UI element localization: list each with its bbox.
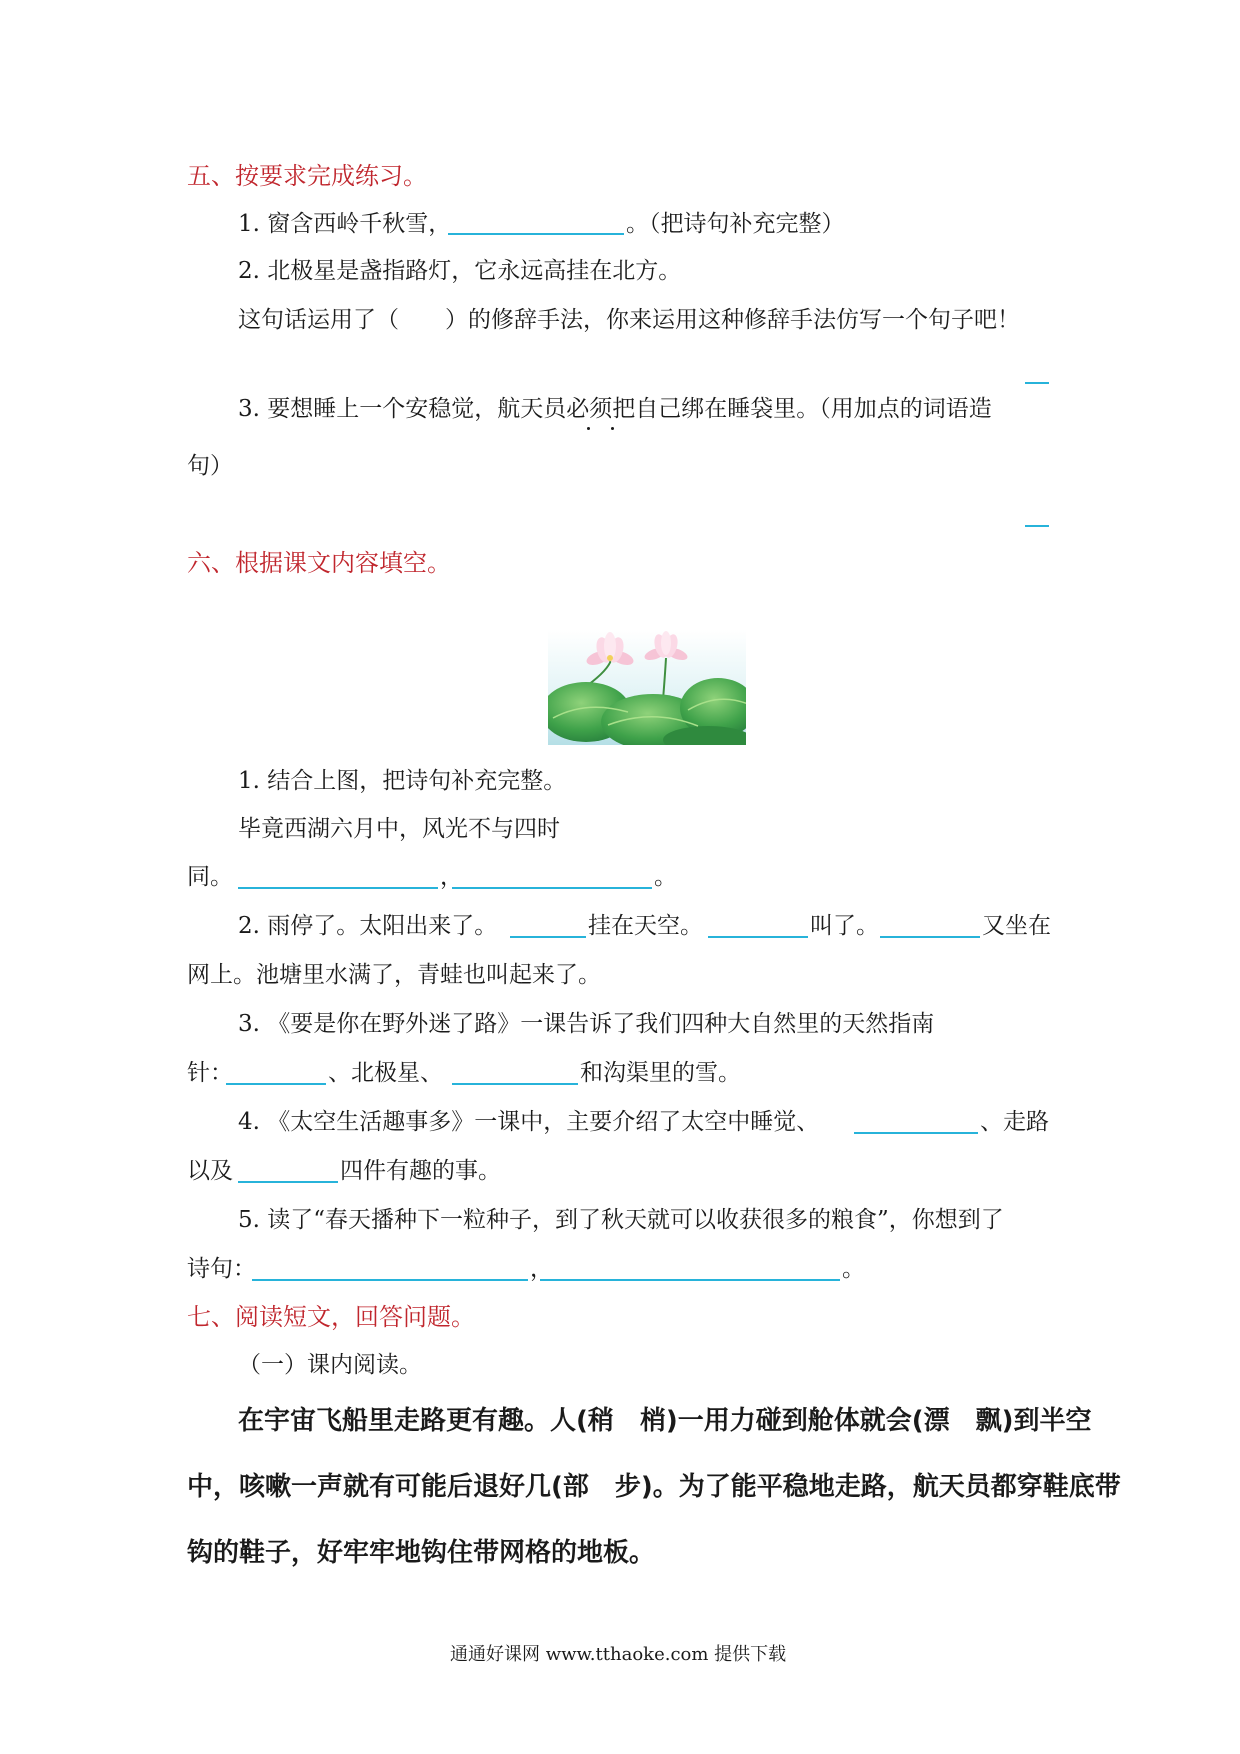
s6-q2-part-a: 2. 雨停了。太阳出来了。: [238, 913, 498, 939]
s6-q4-blank-1[interactable]: [854, 1132, 978, 1134]
s6-q2-blank-3[interactable]: [880, 936, 980, 938]
s5-q3-line1: 3. 要想睡上一个安稳觉，航天员必须把自己绑在睡袋里。（用加点的词语造: [238, 396, 992, 422]
s6-q1-line1: 1. 结合上图，把诗句补充完整。: [238, 768, 567, 794]
section-7-title: 七、阅读短文，回答问题。: [187, 1303, 475, 1331]
s5-q1-suffix: 。（把诗句补充完整）: [626, 211, 845, 237]
s6-q4-blank-2[interactable]: [238, 1181, 338, 1183]
s6-q5-blank-1[interactable]: [252, 1279, 528, 1281]
s5-q2-answer-line[interactable]: [1025, 382, 1049, 384]
s6-q1-blank-2[interactable]: [452, 887, 652, 889]
s5-q2-line2: 这句话运用了（ ）的修辞手法，你来运用这种修辞手法仿写一个句子吧！: [238, 307, 1020, 333]
s7-passage-line2: 中，咳嗽一声就有可能后退好几(部 步)。为了能平稳地走路，航天员都穿鞋底带: [187, 1472, 1121, 1502]
s5-q2-line1: 2. 北极星是盏指路灯，它永远高挂在北方。: [238, 258, 682, 284]
s6-q5-part-a: 诗句：: [187, 1256, 256, 1282]
s6-q1-blank-1[interactable]: [238, 887, 438, 889]
s6-q2-part-c: 叫了。: [810, 913, 879, 939]
s6-q3-blank-1[interactable]: [226, 1083, 326, 1085]
s6-q2-blank-1[interactable]: [510, 936, 586, 938]
lotus-illustration: [548, 630, 746, 745]
s7-subtitle: （一）课内阅读。: [238, 1352, 422, 1378]
s5-q1-blank[interactable]: [448, 233, 624, 235]
s5-q3-line2: 句）: [187, 453, 233, 479]
s6-q5-end: 。: [842, 1256, 865, 1282]
s6-q4-part-b: 、走路: [980, 1109, 1049, 1135]
emphasis-dot: [587, 427, 590, 430]
s6-q3-line1: 3. 《要是你在野外迷了路》一课告诉了我们四种大自然里的天然指南: [238, 1011, 935, 1037]
s6-q5-blank-2[interactable]: [540, 1279, 840, 1281]
s6-q2-part-d: 又坐在: [982, 913, 1051, 939]
s6-q3-part-b: 、北极星、: [328, 1060, 443, 1086]
s7-passage-line3: 钩的鞋子，好牢牢地钩住带网格的地板。: [187, 1538, 656, 1568]
s6-q2-blank-2[interactable]: [708, 936, 808, 938]
s5-q1-prefix: 1. 窗含西岭千秋雪，: [238, 211, 452, 237]
s6-q4-part-a: 4. 《太空生活趣事多》一课中，主要介绍了太空中睡觉、: [238, 1109, 820, 1135]
footer-watermark: 通通好课网 www.tthaoke.com 提供下载: [450, 1644, 787, 1665]
s6-q5-line1: 5. 读了“春天播种下一粒种子，到了秋天就可以收获很多的粮食”，你想到了: [238, 1207, 1004, 1233]
lotus-image: [548, 630, 746, 745]
s6-q1-comma: ，: [440, 864, 463, 890]
s6-q2-part-b: 挂在天空。: [588, 913, 703, 939]
s6-q2-line2: 网上。池塘里水满了，青蛙也叫起来了。: [187, 962, 601, 988]
s6-q1-end: 。: [654, 864, 677, 890]
section-5-title: 五、按要求完成练习。: [187, 162, 427, 190]
s6-q4-part-d: 四件有趣的事。: [340, 1158, 501, 1184]
emphasis-dot: [611, 427, 614, 430]
s6-q3-blank-2[interactable]: [452, 1083, 578, 1085]
s7-passage-line1: 在宇宙飞船里走路更有趣。人(稍 梢)一用力碰到舱体就会(漂 飘)到半空: [238, 1406, 1092, 1436]
s6-q3-part-c: 和沟渠里的雪。: [580, 1060, 741, 1086]
s6-q1-line2: 毕竟西湖六月中，风光不与四时: [238, 816, 560, 842]
s6-q5-comma: ，: [530, 1256, 553, 1282]
section-6-title: 六、根据课文内容填空。: [187, 549, 451, 577]
s6-q4-part-c: 以及: [187, 1158, 233, 1184]
s6-q3-part-a: 针：: [187, 1060, 233, 1086]
s6-q1-line3-prefix: 同。: [187, 864, 233, 890]
s5-q3-answer-line[interactable]: [1025, 525, 1049, 527]
